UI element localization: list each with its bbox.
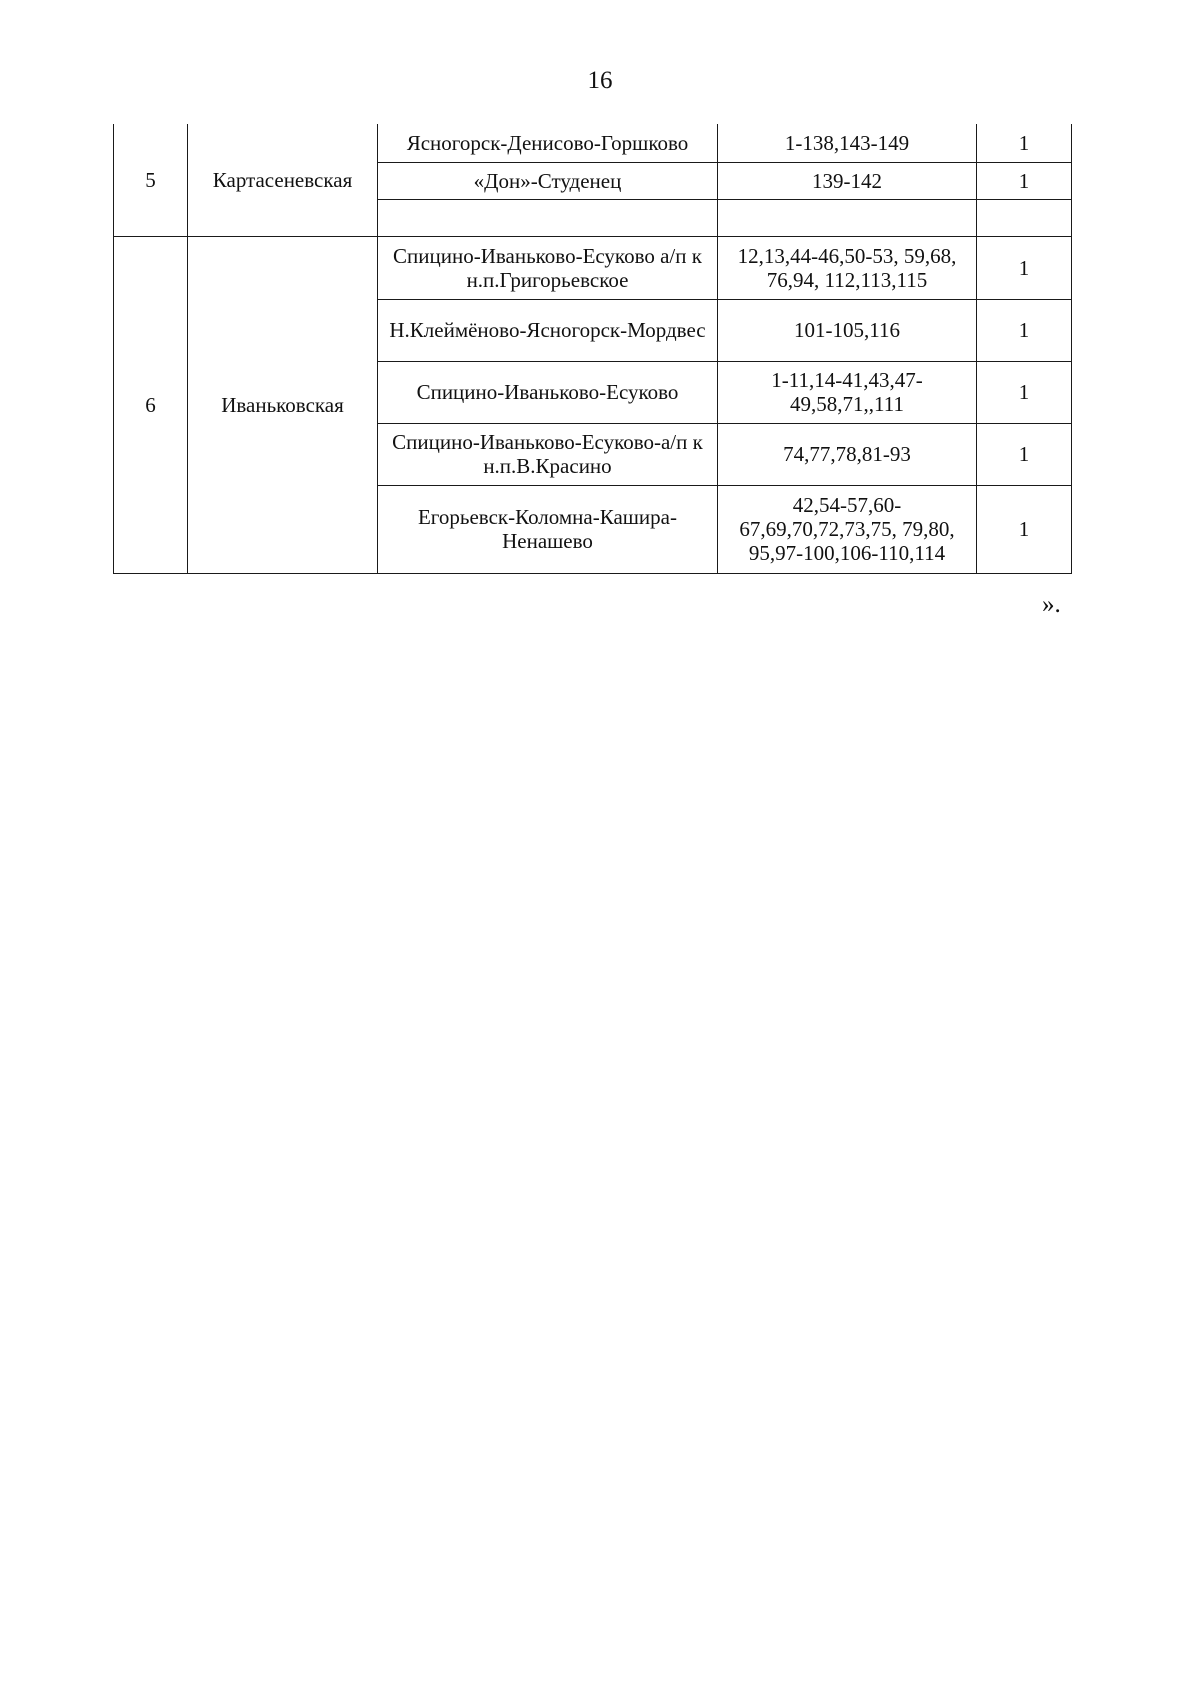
houses-cell: 74,77,78,81-93 <box>718 423 977 485</box>
count-cell <box>977 199 1072 236</box>
houses-cell: 1-11,14-41,43,47-49,58,71,,111 <box>718 361 977 423</box>
route-cell: Спицино-Иваньково-Есуково-а/п к н.п.В.Красино <box>378 423 718 485</box>
group-name-cell: Картасеневская <box>188 124 378 236</box>
houses-cell <box>718 199 977 236</box>
houses-cell: 139-142 <box>718 162 977 199</box>
houses-cell: 1-138,143-149 <box>718 124 977 162</box>
table-row <box>114 124 1072 162</box>
count-cell: 1 <box>977 162 1072 199</box>
count-cell: 1 <box>977 485 1072 573</box>
count-cell: 1 <box>977 423 1072 485</box>
houses-cell: 101-105,116 <box>718 299 977 361</box>
count-cell: 1 <box>977 236 1072 299</box>
route-cell: Егорьевск-Коломна-Кашира-Ненашево <box>378 485 718 573</box>
route-cell: «Дон»-Студенец <box>378 162 718 199</box>
count-cell: 1 <box>977 299 1072 361</box>
route-cell <box>378 199 718 236</box>
routes-table <box>113 124 1072 574</box>
houses-cell: 12,13,44-46,50-53, 59,68, 76,94, 112,113,115 <box>718 236 977 299</box>
count-cell: 1 <box>977 124 1072 162</box>
route-cell: Н.Клеймёново-Ясногорск-Мордвес <box>378 299 718 361</box>
count-cell: 1 <box>977 361 1072 423</box>
table-row <box>114 236 1072 299</box>
page-number: 16 <box>587 67 613 94</box>
group-number-cell: 6 <box>114 236 188 573</box>
group-name-cell: Иваньковская <box>188 236 378 573</box>
group-number-cell: 5 <box>114 124 188 236</box>
houses-cell: 42,54-57,60-67,69,70,72,73,75, 79,80, 95,97-100,106-110,114 <box>718 485 977 573</box>
route-cell: Спицино-Иваньково-Есуково <box>378 361 718 423</box>
route-cell: Ясногорск-Денисово-Горшково <box>378 124 718 162</box>
closing-quote-mark: ». <box>1042 591 1061 618</box>
route-cell: Спицино-Иваньково-Есуково а/п к н.п.Григорьевское <box>378 236 718 299</box>
